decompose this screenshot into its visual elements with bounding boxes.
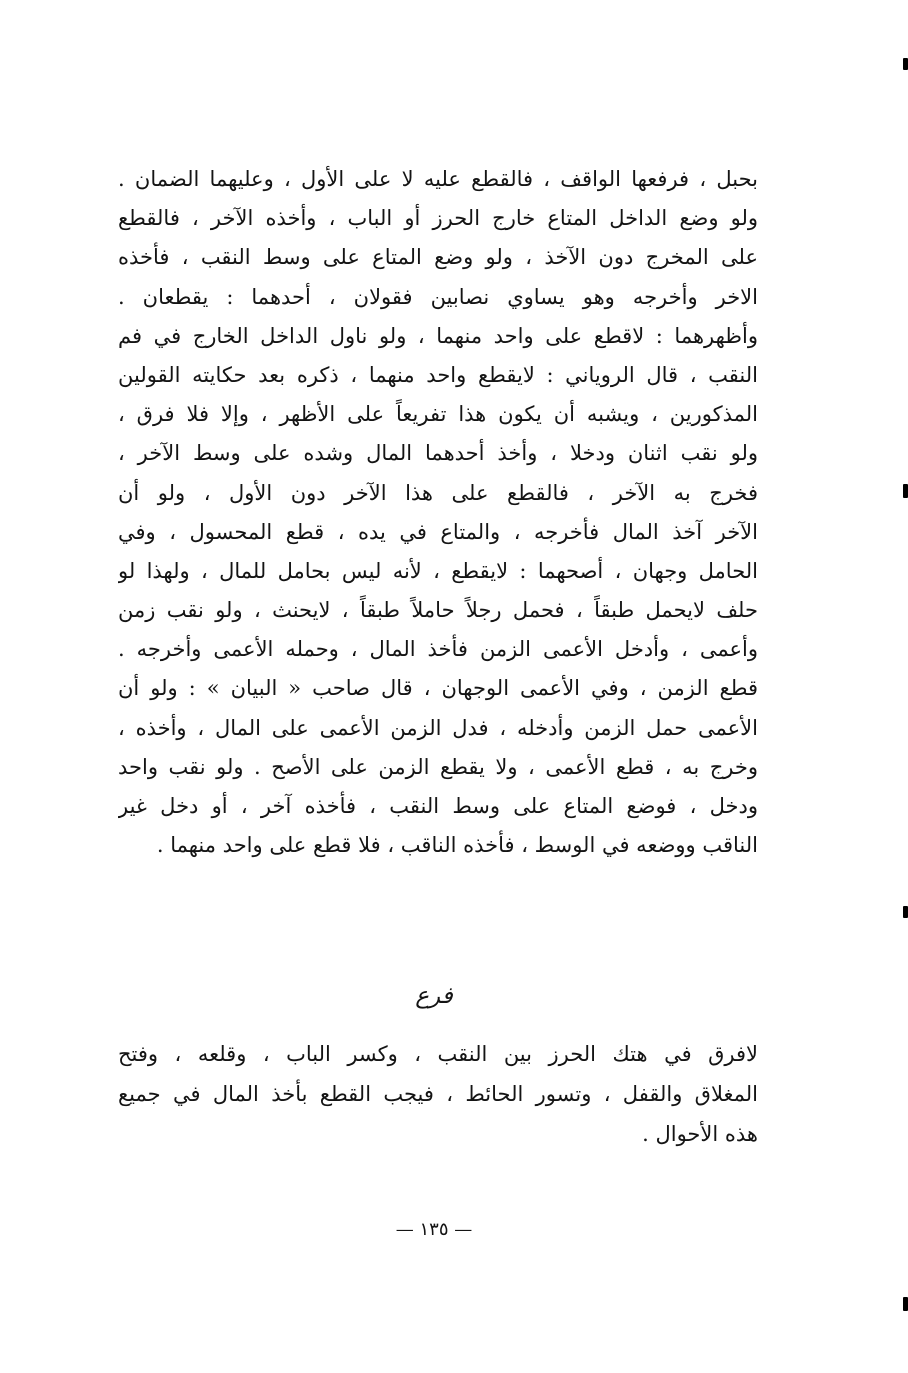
text-line: وأعمى ، وأدخل الأعمى الزمن فأخذ المال ، وحمله الأعمى وأخرجه . — [118, 637, 758, 662]
text-line: بحبل ، فرفعها الواقف ، فالقطع عليه لا على الأول ، وعليهما الضمان . — [118, 167, 758, 191]
margin-mark — [903, 484, 908, 498]
text-line: هذه الأحوال . — [642, 1122, 758, 1146]
text-line: قطع الزمن ، وفي الأعمى الوجهان ، قال صاحب « البيان » : ولو أن — [118, 676, 758, 701]
text-line: المذكورين ، ويشبه أن يكون هذا تفريعاً على الأظهر ، وإلا فلا فرق ، — [118, 402, 758, 427]
section-paragraph — [118, 1034, 758, 1154]
text-line: الآخر آخذ المال فأخرجه ، والمتاع في يده ، قطع المحسول ، وفي — [118, 519, 758, 544]
text-line: حلف لايحمل طبقاً ، فحمل رجلاً حاملاً طبقاً ، لايحنث ، ولو نقب زمن — [118, 598, 758, 623]
text-line: على المخرج دون الآخذ ، ولو وضع المتاع على وسط النقب ، فأخذه — [118, 245, 758, 270]
text-line: الأعمى حمل الزمن وأدخله ، فدل الزمن الأعمى على المال ، وأخذه ، — [118, 715, 758, 740]
margin-mark — [903, 906, 908, 918]
text-line: ولو نقب اثنان ودخلا ، وأخذ أحدهما المال وشده على وسط الآخر ، — [118, 441, 758, 466]
text-line: ودخل ، فوضع المتاع على وسط النقب ، فأخذه آخر ، أو دخل غير — [118, 794, 758, 818]
text-line: ولو وضع الداخل المتاع خارج الحرز أو الباب ، وأخذه الآخر ، فالقطع — [118, 206, 758, 231]
text-line: لافرق في هتك الحرز بين النقب ، وكسر الباب ، وقلعه ، وفتح — [118, 1042, 758, 1066]
margin-mark — [903, 58, 908, 70]
text-line: الاخر وأخرجه وهو يساوي نصابين فقولان ، أحدهما : يقطعان . — [118, 284, 758, 309]
body-paragraph — [118, 160, 758, 865]
section-heading: فرع — [415, 983, 453, 1009]
text-line: وأظهرهما : لاقطع على واحد منهما ، ولو ناول الداخل الخارج في فم — [118, 323, 758, 348]
text-line: الناقب ووضعه في الوسط ، فأخذه الناقب ، فلا قطع على واحد منهما . — [156, 833, 758, 858]
text-line: الحامل وجهان ، أصحهما : لايقطع ، لأنه ليس بحامل للمال ، ولهذا لو — [118, 558, 758, 583]
text-line: النقب ، قال الروياني : لايقطع واحد منهما ، ذكره بعد حكايته القولين — [118, 362, 758, 387]
text-line: فخرج به الآخر ، فالقطع على هذا الآخر دون الأول ، ولو أن — [118, 480, 758, 505]
margin-mark — [903, 1297, 908, 1311]
text-line: المغلاق والقفل ، وتسور الحائط ، فيجب القطع بأخذ المال في جميع — [118, 1082, 758, 1106]
page-number: — ١٣٥ — — [395, 1219, 473, 1240]
text-line: وخرج به ، قطع الأعمى ، ولا يقطع الزمن على الأصح . ولو نقب واحد — [118, 754, 758, 779]
